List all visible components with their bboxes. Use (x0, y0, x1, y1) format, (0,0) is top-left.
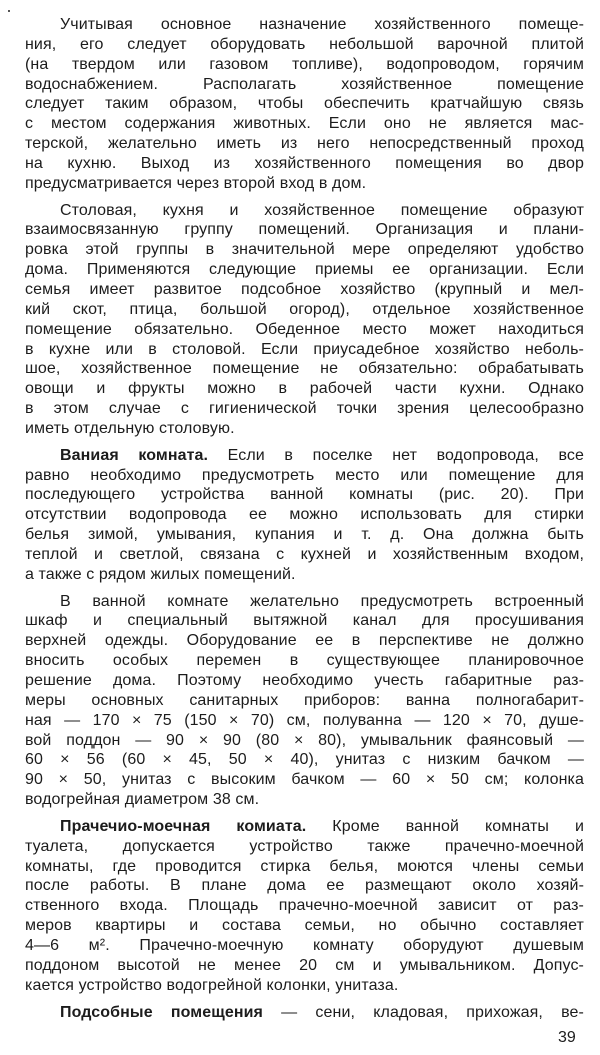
line-text: меров квартиры и состава семьи, но обычно составляет (25, 917, 584, 935)
line-text: иметь отдельную столовую. (25, 419, 235, 437)
text-line (25, 592, 584, 612)
line-text: помещение обязательно. Обеденное место может находиться (25, 320, 584, 338)
text-line (25, 35, 584, 55)
text-line (25, 300, 584, 320)
text-line (25, 611, 584, 631)
line-text: Учитывая основное назначение хозяйственного помеще- (60, 16, 584, 33)
line-text: равно необходимо предусмотреть место или помещение для (25, 466, 584, 484)
line-text: на кухню. Выход из хозяйственного помещения во двор (25, 154, 584, 172)
text-line (25, 711, 584, 731)
line-text: вносить особых перемен в существующее планировочное (25, 652, 584, 670)
line-text: В ванной комнате желательно предусмотреть встроенный (60, 592, 584, 610)
line-text: поддоном высотой не менее 20 см и умывальником. Допус- (25, 956, 584, 974)
line-text: ровка этой группы в значительной мере определяют удобство (25, 241, 584, 259)
section-heading: Прачечио-моечная комиата. (60, 817, 307, 835)
line-text: Если в поселке нет водопровода, все (208, 446, 584, 464)
line-text: отсутствии водопровода ее можно использовать для стирки (25, 506, 584, 524)
line-text: с местом содержания животных. Если оно не является мас- (25, 115, 584, 133)
line-text: верхней одежды. Оборудование ее в перспективе не должно (25, 632, 584, 650)
section-heading: Подсобные помещения (60, 1003, 263, 1021)
text-line (25, 770, 584, 790)
text-line (25, 134, 584, 154)
line-text: комнаты, где проводится стирка белья, моются члены семьи (25, 857, 584, 875)
page-number: 39 (558, 1029, 576, 1046)
line-text: а также с рядом жилых помещений. (25, 565, 296, 583)
text-line (25, 1003, 584, 1023)
line-text: туалета, допускается устройство также прачечно-моечной (25, 837, 584, 855)
line-text: дома. Применяются следующие приемы ее организации. Если (25, 261, 584, 279)
line-text: ния, его следует оборудовать небольшой варочной плитой (25, 35, 584, 53)
text-line (25, 220, 584, 240)
scan-speck (8, 10, 10, 12)
text-line (25, 976, 584, 996)
text-line (25, 485, 584, 505)
paragraph (25, 201, 584, 439)
text-line (25, 565, 584, 585)
line-text: 4—6 м². Прачечно-моечную комнату оборудуют душевым (25, 936, 584, 954)
text-line (25, 240, 584, 260)
line-text: ственного входа. Площадь прачечно-моечной зависит от раз- (25, 897, 584, 915)
line-text: кий скот, птица, большой огород), отдельное хозяйственное (25, 300, 584, 318)
line-text: последующего устройства ванной комнаты (рис. 20). При (25, 486, 584, 504)
text-line (25, 114, 584, 134)
text-line (25, 631, 584, 651)
text-line (25, 201, 584, 221)
section-heading: Ваниая комната. (60, 446, 209, 464)
line-text: семья имеет развитое подсобное хозяйство (крупный и мел- (25, 280, 584, 298)
paragraph (25, 15, 584, 194)
text-line (25, 340, 584, 360)
line-text: Столовая, кухня и хозяйственное помещение образуют (60, 201, 584, 219)
line-text: теплой и светлой, связана с кухней и хозяйственным входом, (25, 545, 584, 563)
text-line (25, 174, 584, 194)
text-line (25, 731, 584, 751)
line-text: после работы. В плане дома ее размещают около хозяй- (25, 877, 584, 895)
text-line (25, 55, 584, 75)
text-line (25, 94, 584, 114)
text-line (25, 750, 584, 770)
line-text: решение дома. Поэтому необходимо учесть габаритные раз- (25, 672, 584, 689)
paragraph (25, 446, 584, 585)
line-text: предусматривается через второй вход в дом. (25, 174, 367, 192)
line-text: меры основных санитарных приборов: ванна полногабарит- (25, 691, 584, 709)
line-text: шое, хозяйственное помещение не обязательно: обрабатывать (25, 360, 584, 378)
text-line (25, 15, 584, 35)
text-line (25, 691, 584, 711)
line-text: терской, желательно иметь из него непосредственный проход (25, 135, 584, 153)
line-text: белья зимой, умывания, купания и т. д. Она должна быть (25, 526, 584, 544)
text-line (25, 876, 584, 896)
line-text: 60 × 56 (60 × 45, 50 × 40), унитаз с низким бачком — (25, 751, 584, 769)
line-text: ная — 170 × 75 (150 × 70) см, полуванна — 120 × 70, душе- (25, 711, 584, 729)
text-line (25, 671, 584, 691)
line-text: шкаф и специальный вытяжной канал для просушивания (25, 612, 584, 630)
text-line (25, 419, 584, 439)
line-text: — сени, кладовая, прихожая, ве- (262, 1003, 584, 1021)
text-line (25, 505, 584, 525)
text-line (25, 525, 584, 545)
text-line (25, 280, 584, 300)
line-text: овощи и фрукты можно в рабочей части кухни. Однако (25, 380, 584, 398)
line-text: Кроме ванной комнаты и (306, 817, 584, 835)
text-line (25, 260, 584, 280)
line-text: (на твердом или газовом топливе), водопроводом, горячим (25, 55, 584, 73)
line-text: взаимосвязанную группу помещений. Организация и плани- (25, 221, 584, 239)
line-text: следует таким образом, чтобы обеспечить кратчайшую связь (25, 95, 584, 113)
text-line (25, 154, 584, 174)
text-line (25, 857, 584, 877)
line-text: кается устройство водогрейной колонки, унитаза. (25, 976, 399, 994)
text-line (25, 916, 584, 936)
text-line (25, 790, 584, 810)
line-text: вой поддон — 90 × 90 (80 × 80), умывальник фаянсовый — (25, 731, 584, 749)
paragraph (25, 817, 584, 996)
paragraph (25, 592, 584, 810)
paragraph (25, 1003, 584, 1023)
text-line (25, 446, 584, 466)
line-text: водогрейная диаметром 38 см. (25, 791, 260, 809)
text-line (25, 359, 584, 379)
text-line (25, 651, 584, 671)
page-body-text (25, 15, 584, 1022)
line-text: в кухне или в столовой. Если приусадебное хозяйство неболь- (25, 340, 584, 358)
text-line (25, 320, 584, 340)
text-line (25, 399, 584, 419)
text-line (25, 75, 584, 95)
text-line (25, 896, 584, 916)
text-line (25, 956, 584, 976)
text-line (25, 837, 584, 857)
text-line (25, 936, 584, 956)
text-line (25, 817, 584, 837)
text-line (25, 379, 584, 399)
text-line (25, 466, 584, 486)
line-text: 90 × 50, унитаз с высоким бачком — 60 × 50 см; колонка (25, 771, 584, 789)
text-line (25, 545, 584, 565)
line-text: водоснабжением. Располагать хозяйственное помещение (25, 75, 584, 93)
line-text: в этом случае с гигиенической точки зрения целесообразно (25, 400, 584, 418)
